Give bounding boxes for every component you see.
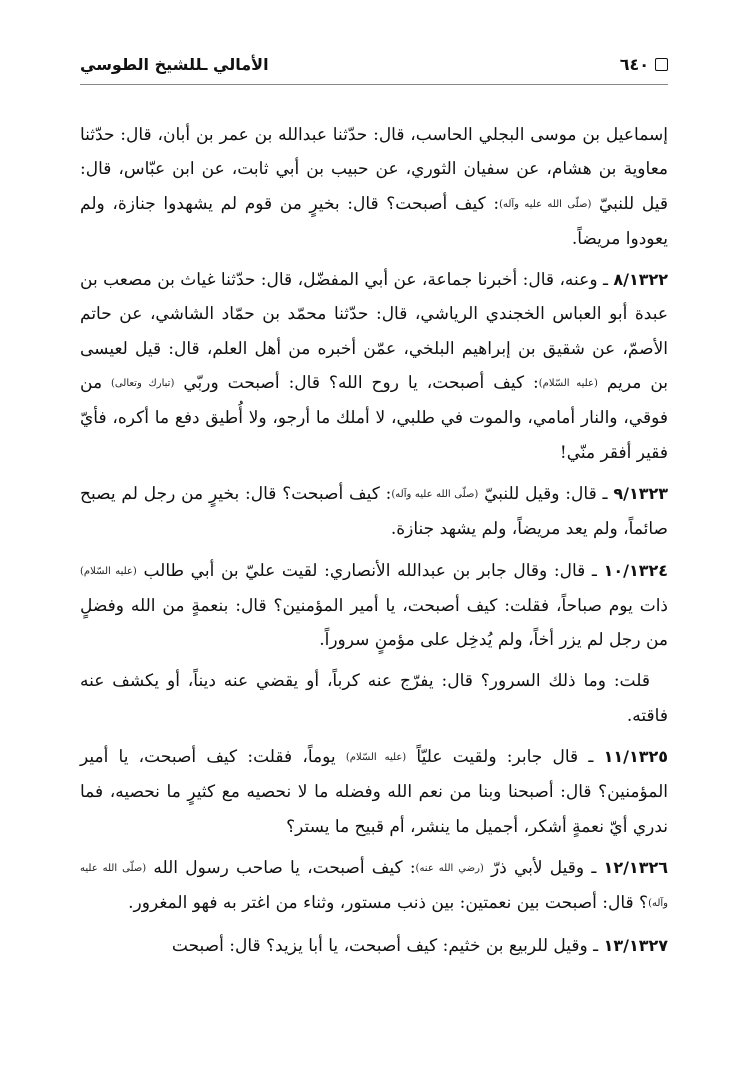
honorific: (صلّى الله عليه وآله) <box>499 198 592 210</box>
paragraph-text: يوماً، فقلت: كيف أصبحت، يا أمير المؤمنين؟ قال: أصبحنا وبنا من نعم الله وفضله ما لا نحصيه مع كثيرٍ ما نحصيه، فما ندري أيّ نعمةٍ أشكر، أجميل ما ينشر، أم قبيح ما يستر؟ <box>80 747 668 837</box>
paragraph-text: من فوقي، والنار أمامي، والموت في طلبي، لا أملك ما أرجو، ولا أُطيق دفع ما أكره، فأيّ فقير أفقر منّي! <box>80 373 668 463</box>
paragraph <box>80 477 668 547</box>
honorific: (رضي الله عنه) <box>415 862 484 874</box>
paragraph-text: ـ وعنه، قال: أخبرنا جماعة، عن أبي المفضّل، قال: حدّثنا غياث بن مصعب بن عبدة أبو العباس الخجندي الرياشي، قال: حدّثنا محمّد بن حمّاد الشاشي، عن حاتم الأصمّ، عن شقيق بن إبراهيم البلخي، عمّن أخبره من أهل العلم، قال: قيل لعيسى بن مريم <box>80 270 669 394</box>
running-title: الأمالي ـللشيخ الطوسي <box>80 54 269 74</box>
paragraph-text: ـ وقيل للربيع بن خثيم: كيف أصبحت، يا أبا يزيد؟ قال: أصبحت <box>171 935 604 956</box>
hadith-number: ١٢/١٣٢٦ <box>603 857 668 877</box>
page-header <box>80 50 668 78</box>
hadith-number: ٨/١٣٢٢ <box>613 270 668 290</box>
honorific: (صلّى الله عليه وآله) <box>80 862 668 910</box>
paragraph-text: ذات يوم صباحاً، فقلت: كيف أصبحت، يا أمير المؤمنين؟ قال: بنعمةٍ من الله وفضلٍ من رجل لم يزر أخاً، ولم يُدخِل على مؤمنٍ سروراً. <box>80 595 668 651</box>
paragraph <box>80 740 668 844</box>
paragraph-text: ـ قال: وقيل للنبيّ <box>478 483 614 504</box>
paragraph-text: ـ قال جابر: ولقيت عليّاً <box>406 747 604 768</box>
body-text <box>80 118 668 970</box>
paragraph-text: ؟ قال: أصبحت بين نعمتين: بين ذنب مستور، وثناء من اغتر به فهو المغرور. <box>128 893 649 914</box>
paragraph <box>80 554 668 658</box>
paragraph-text: : كيف أصبحت؟ قال: بخيرٍ من قوم لم يشهدوا جنازة، ولم يعودوا مريضاً. <box>80 193 668 249</box>
honorific: (صلّى الله عليه وآله) <box>391 488 479 500</box>
paragraph-text: : كيف أصبحت، يا روح الله؟ قال: أصبحت وربّي <box>174 373 539 394</box>
paragraph-text: ـ وقيل لأبي ذرّ <box>483 857 604 878</box>
hadith-number: ١٣/١٣٢٧ <box>603 935 668 955</box>
page-number: ٦٤٠ <box>619 54 649 74</box>
honorific: (عليه السّلام) <box>345 752 407 764</box>
page-number-block <box>620 55 668 74</box>
paragraph <box>80 118 668 256</box>
paragraph-text: : كيف أصبحت، يا صاحب رسول الله <box>146 857 416 878</box>
paragraph <box>80 664 668 733</box>
paragraph <box>80 851 668 922</box>
hadith-number: ٩/١٣٢٣ <box>613 483 668 503</box>
paragraph-text: إسماعيل بن موسى البجلي الحاسب، قال: حدّثنا عبدالله بن عمر بن أبان، قال: حدّثنا معاوية بن هشام، عن سفيان الثوري، عن حبيب بن أبي ثابت، عن ابن عبّاس، قال: قيل للنبيّ <box>80 125 668 214</box>
hadith-number: ١١/١٣٢٥ <box>603 747 668 767</box>
paragraph-text: ـ قال: وقال جابر بن عبدالله الأنصاري: لقيت عليّ بن أبي طالب <box>136 560 604 581</box>
page-marker-icon <box>655 58 668 71</box>
paragraph <box>80 929 668 963</box>
paragraph <box>80 263 668 470</box>
header-divider <box>80 84 668 85</box>
paragraph-text: قلت: وما ذلك السرور؟ قال: يفرّج عنه كرباً، أو يقضي عنه ديناً، أو يكشف عنه فاقته. <box>80 671 668 726</box>
honorific: (عليه السّلام) <box>538 378 598 390</box>
hadith-number: ١٠/١٣٢٤ <box>603 560 668 580</box>
paragraph-text: : كيف أصبحت؟ قال: بخيرٍ من رجل لم يصبح صائماً، ولم يعد مريضاً، ولم يشهد جنازة. <box>80 483 668 540</box>
honorific: (تبارك وتعالى) <box>111 378 175 390</box>
honorific: (عليه السّلام) <box>80 565 137 577</box>
